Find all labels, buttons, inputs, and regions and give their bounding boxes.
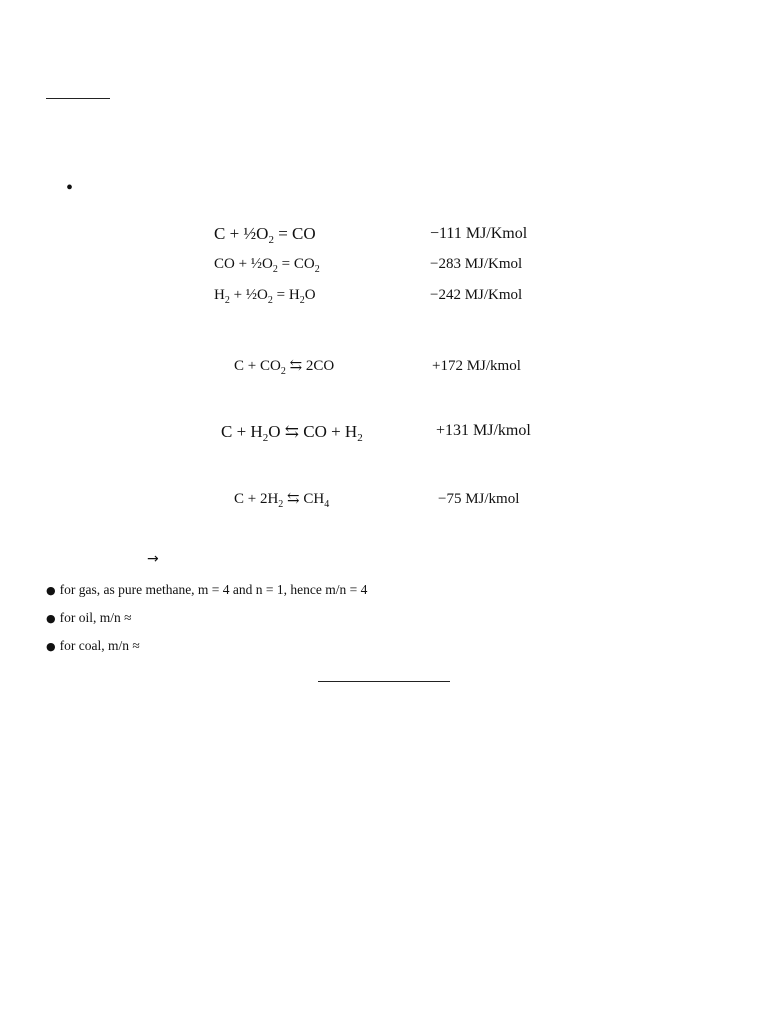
reaction-equation: $C + \frac{1}{2}O_2$ = CO [214,224,316,246]
section-divider [318,681,450,682]
reaction-enthalpy: −75 MJ/kmol [438,491,520,507]
heading-underline [46,98,110,99]
bullet-icon: ● [46,640,56,653]
list-item: ● for gas, as pure methane, m = 4 and n = 1, hence m/n = 4 [46,582,368,597]
list-item: ● for oil, m/n ≈ [46,610,132,625]
bullet-icon: ● [46,584,56,597]
reaction-enthalpy: +131 MJ/kmol [436,422,531,439]
reaction-enthalpy: −242 MJ/Kmol [430,287,523,303]
reaction-enthalpy: +172 MJ/kmol [432,358,521,374]
reaction-equation: $C + H_2O$ ⇆ CO + $H_2$ [221,422,363,444]
reaction-equation: CO + $\frac{1}{2}O_2 = CO_2$ [214,256,320,275]
reaction-equation: $C + CO_2$ ⇆ 2CO [234,358,335,377]
reaction-enthalpy: −283 MJ/Kmol [430,256,523,272]
bullet-icon: ● [46,612,56,625]
reaction-enthalpy: −111 MJ/Kmol [430,225,528,242]
reaction-equation: $C + 2H_2$ ⇆ $CH_4$ [234,491,330,510]
list-bullet: • [66,177,74,199]
list-item: ● for coal, m/n ≈ [46,638,140,653]
reaction-equation: $H_2$ + $\frac{1}{2}O_2 = H_2O$ [214,287,316,306]
arrow-icon: → [147,551,159,567]
